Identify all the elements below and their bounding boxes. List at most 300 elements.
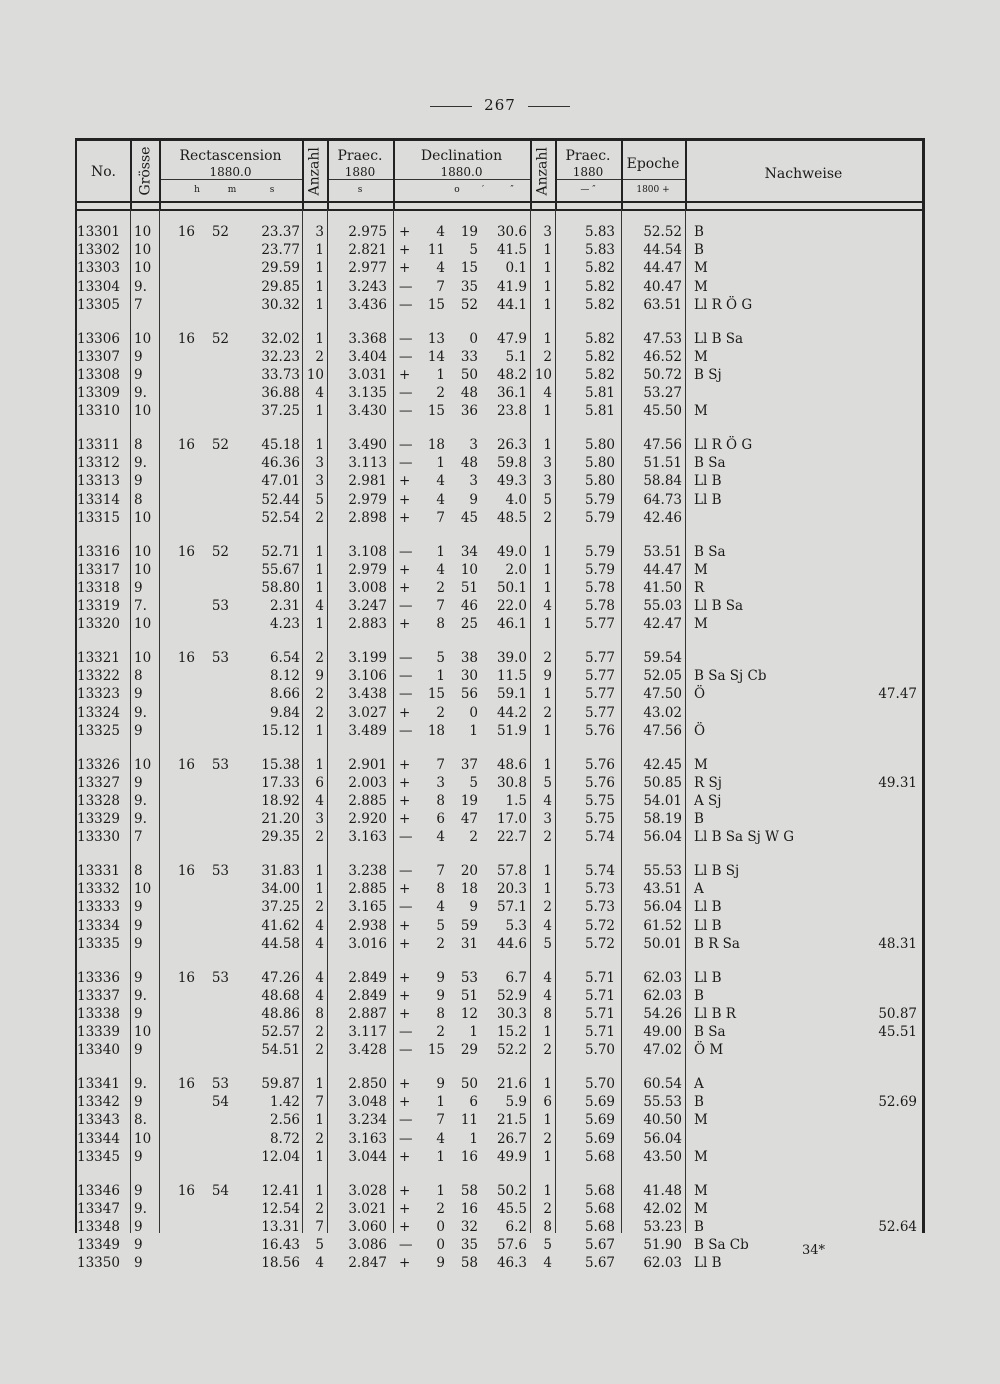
cell-anzahl-ra: 1 <box>315 863 324 879</box>
table-row <box>77 1182 922 1200</box>
cell-star-number: 13349 <box>77 1237 120 1254</box>
cell-ra-seconds: 23.77 <box>261 242 300 259</box>
cell-anzahl-ra: 1 <box>315 1182 324 1199</box>
cell-praec-ra: 2.901 <box>348 756 387 773</box>
cell-dec-minutes: 3 <box>469 473 478 490</box>
cell-dec-sign: — <box>399 330 413 347</box>
cell-dec-sign: + <box>399 792 411 809</box>
cell-dec-degrees: 5 <box>436 917 445 934</box>
cell-nachweise: Ll B Sa <box>694 330 744 347</box>
cell-star-number: 13305 <box>77 296 120 313</box>
cell-dec-sign: + <box>399 756 411 773</box>
cell-dec-seconds: 49.0 <box>496 543 527 560</box>
cell-praec-dec: 5.68 <box>584 1218 615 1235</box>
cell-dec-seconds: 0.1 <box>505 260 527 277</box>
cell-dec-degrees: 11 <box>427 242 445 259</box>
cell-epoche: 53.27 <box>643 385 682 402</box>
cell-star-number: 13327 <box>77 774 120 791</box>
cell-ra-seconds: 54.51 <box>261 1042 300 1059</box>
cell-anzahl-dec: 5 <box>543 935 552 952</box>
cell-praec-dec: 5.83 <box>584 224 615 240</box>
table-row <box>77 1200 922 1218</box>
cell-epoche: 42.02 <box>643 1200 682 1217</box>
cell-nachweise: B <box>694 1094 704 1111</box>
cell-nachweise: B Sj <box>694 366 722 383</box>
cell-ra-seconds: 41.62 <box>261 917 300 934</box>
cell-dec-seconds: 48.5 <box>496 509 527 526</box>
cell-dec-minutes: 56 <box>460 686 478 703</box>
cell-magnitude: 10 <box>134 403 152 420</box>
cell-anzahl-ra: 1 <box>315 1112 324 1129</box>
cell-extra-epoch: 52.69 <box>878 1094 917 1111</box>
cell-praec-ra: 3.247 <box>348 598 387 615</box>
cell-nachweise: B <box>694 811 704 828</box>
cell-dec-seconds: 15.2 <box>496 1024 527 1041</box>
cell-anzahl-dec: 3 <box>543 811 552 828</box>
cell-epoche: 47.02 <box>643 1042 682 1059</box>
cell-epoche: 43.51 <box>643 881 682 898</box>
cell-dec-degrees: 1 <box>436 366 445 383</box>
cell-dec-degrees: 4 <box>436 829 445 846</box>
header-anzahl-1: Anzahl <box>306 147 323 196</box>
cell-anzahl-dec: 1 <box>543 686 552 703</box>
header-praec2-unit: — ″ <box>580 185 596 195</box>
cell-dec-sign: — <box>399 296 413 313</box>
cell-dec-degrees: 8 <box>436 792 445 809</box>
cell-praec-ra: 2.975 <box>348 224 387 240</box>
cell-dec-seconds: 52.2 <box>496 1042 527 1059</box>
cell-dec-degrees: 9 <box>436 969 445 986</box>
cell-dec-degrees: 2 <box>436 935 445 952</box>
cell-magnitude: 7 <box>134 829 143 846</box>
cell-dec-minutes: 10 <box>460 561 478 578</box>
cell-extra-epoch: 52.64 <box>878 1218 917 1235</box>
cell-dec-seconds: 6.7 <box>505 969 527 986</box>
cell-praec-ra: 2.979 <box>348 561 387 578</box>
cell-dec-seconds: 48.6 <box>496 756 527 773</box>
cell-anzahl-dec: 1 <box>543 1148 552 1165</box>
cell-dec-sign: — <box>399 1042 413 1059</box>
cell-nachweise: Ll R Ö G <box>694 437 753 453</box>
cell-magnitude: 10 <box>134 650 152 666</box>
cell-star-number: 13339 <box>77 1024 120 1041</box>
cell-praec-ra: 2.981 <box>348 473 387 490</box>
cell-anzahl-dec: 1 <box>543 1076 552 1092</box>
cell-magnitude: 9 <box>134 1218 143 1235</box>
cell-praec-ra: 3.048 <box>348 1094 387 1111</box>
cell-epoche: 53.23 <box>643 1218 682 1235</box>
cell-anzahl-dec: 6 <box>543 1094 552 1111</box>
cell-dec-seconds: 20.3 <box>496 881 527 898</box>
cell-ra-hours: 16 <box>177 1182 195 1199</box>
cell-magnitude: 9 <box>134 1237 143 1254</box>
cell-ra-minutes: 53 <box>211 863 229 879</box>
cell-magnitude: 9 <box>134 473 143 490</box>
cell-praec-ra: 3.060 <box>348 1218 387 1235</box>
col-divider <box>393 141 395 209</box>
cell-magnitude: 9 <box>134 348 143 365</box>
cell-nachweise: M <box>694 1112 708 1129</box>
cell-nachweise: M <box>694 403 708 420</box>
cell-epoche: 63.51 <box>643 296 682 313</box>
cell-dec-sign: + <box>399 1255 411 1272</box>
cell-anzahl-ra: 7 <box>315 1094 324 1111</box>
cell-star-number: 13315 <box>77 509 120 526</box>
cell-dec-seconds: 57.6 <box>496 1237 527 1254</box>
cell-dec-minutes: 3 <box>469 437 478 453</box>
cell-anzahl-ra: 1 <box>315 543 324 560</box>
cell-dec-minutes: 19 <box>460 792 478 809</box>
cell-epoche: 60.54 <box>643 1076 682 1092</box>
cell-dec-minutes: 47 <box>460 811 478 828</box>
table-row <box>77 1075 922 1093</box>
cell-nachweise: B <box>694 242 704 259</box>
cell-dec-seconds: 52.9 <box>496 987 527 1004</box>
cell-ra-seconds: 46.36 <box>261 455 300 472</box>
cell-dec-minutes: 58 <box>460 1255 478 1272</box>
cell-dec-minutes: 15 <box>460 260 478 277</box>
cell-praec-dec: 5.77 <box>584 704 615 721</box>
cell-anzahl-ra: 1 <box>315 1148 324 1165</box>
cell-epoche: 52.05 <box>643 668 682 685</box>
cell-extra-epoch: 50.87 <box>878 1005 917 1022</box>
cell-epoche: 54.01 <box>643 792 682 809</box>
cell-dec-seconds: 36.1 <box>496 385 527 402</box>
table-row <box>77 667 922 685</box>
cell-nachweise: M <box>694 561 708 578</box>
cell-ra-seconds: 29.85 <box>261 278 300 295</box>
cell-nachweise: M <box>694 1182 708 1199</box>
cell-anzahl-dec: 1 <box>543 278 552 295</box>
cell-dec-minutes: 33 <box>460 348 478 365</box>
cell-ra-seconds: 52.71 <box>261 543 300 560</box>
cell-dec-sign: — <box>399 863 413 879</box>
cell-dec-seconds: 21.5 <box>496 1112 527 1129</box>
cell-epoche: 44.47 <box>643 260 682 277</box>
cell-dec-degrees: 7 <box>436 509 445 526</box>
cell-anzahl-dec: 4 <box>543 969 552 986</box>
cell-ra-seconds: 29.59 <box>261 260 300 277</box>
cell-anzahl-ra: 2 <box>315 704 324 721</box>
cell-anzahl-dec: 4 <box>543 598 552 615</box>
cell-anzahl-ra: 3 <box>315 224 324 240</box>
cell-anzahl-dec: 2 <box>543 899 552 916</box>
cell-dec-minutes: 51 <box>460 579 478 596</box>
cell-star-number: 13329 <box>77 811 120 828</box>
cell-anzahl-ra: 2 <box>315 1200 324 1217</box>
cell-ra-seconds: 6.54 <box>269 650 300 666</box>
cell-dec-degrees: 7 <box>436 863 445 879</box>
cell-anzahl-dec: 5 <box>543 1237 552 1254</box>
table-row <box>77 561 922 579</box>
cell-dec-sign: — <box>399 348 413 365</box>
cell-star-number: 13319 <box>77 598 120 615</box>
cell-dec-minutes: 1 <box>469 1024 478 1041</box>
cell-epoche: 42.46 <box>643 509 682 526</box>
cell-dec-degrees: 15 <box>427 686 445 703</box>
cell-dec-degrees: 2 <box>436 1200 445 1217</box>
cell-dec-sign: + <box>399 509 411 526</box>
cell-dec-sign: + <box>399 1200 411 1217</box>
table-row <box>77 615 922 633</box>
cell-magnitude: 9 <box>134 969 143 986</box>
cell-anzahl-ra: 5 <box>315 491 324 508</box>
cell-magnitude: 9 <box>134 366 143 383</box>
cell-star-number: 13303 <box>77 260 120 277</box>
cell-epoche: 55.53 <box>643 1094 682 1111</box>
col-divider <box>685 141 687 209</box>
table-row <box>77 223 922 241</box>
cell-star-number: 13334 <box>77 917 120 934</box>
cell-magnitude: 10 <box>134 561 152 578</box>
cell-dec-seconds: 6.2 <box>505 1218 527 1235</box>
cell-magnitude: 9 <box>134 1094 143 1111</box>
col-divider <box>555 141 557 209</box>
cell-dec-minutes: 58 <box>460 1182 478 1199</box>
cell-dec-degrees: 7 <box>436 598 445 615</box>
cell-epoche: 43.50 <box>643 1148 682 1165</box>
cell-nachweise: B <box>694 987 704 1004</box>
cell-star-number: 13335 <box>77 935 120 952</box>
cell-ra-minutes: 53 <box>211 969 229 986</box>
cell-dec-seconds: 1.5 <box>505 792 527 809</box>
cell-dec-seconds: 11.5 <box>496 668 527 685</box>
cell-epoche: 62.03 <box>643 1255 682 1272</box>
cell-praec-dec: 5.77 <box>584 650 615 666</box>
star-catalog-table <box>75 138 925 1272</box>
cell-anzahl-dec: 2 <box>543 829 552 846</box>
cell-praec-ra: 2.898 <box>348 509 387 526</box>
cell-nachweise: R <box>694 579 705 596</box>
cell-ra-minutes: 52 <box>211 543 229 560</box>
cell-praec-ra: 2.885 <box>348 881 387 898</box>
cell-dec-seconds: 59.1 <box>496 686 527 703</box>
header-praec1-year: 1880 <box>344 165 376 179</box>
cell-dec-seconds: 49.3 <box>496 473 527 490</box>
cell-extra-epoch: 49.31 <box>878 774 917 791</box>
cell-ra-seconds: 37.25 <box>261 899 300 916</box>
cell-dec-minutes: 12 <box>460 1005 478 1022</box>
cell-praec-ra: 2.887 <box>348 1005 387 1022</box>
cell-praec-ra: 2.850 <box>348 1076 387 1092</box>
cell-dec-minutes: 32 <box>460 1218 478 1235</box>
cell-dec-minutes: 48 <box>460 455 478 472</box>
cell-praec-ra: 2.885 <box>348 792 387 809</box>
cell-dec-minutes: 29 <box>460 1042 478 1059</box>
cell-ra-hours: 16 <box>177 756 195 773</box>
cell-dec-seconds: 23.8 <box>496 403 527 420</box>
cell-nachweise: R Sj <box>694 774 722 791</box>
cell-ra-seconds: 9.84 <box>269 704 300 721</box>
cell-star-number: 13318 <box>77 579 120 596</box>
cell-dec-minutes: 50 <box>460 1076 478 1092</box>
cell-star-number: 13306 <box>77 330 120 347</box>
cell-praec-dec: 5.76 <box>584 774 615 791</box>
cell-star-number: 13307 <box>77 348 120 365</box>
cell-ra-hours: 16 <box>177 1076 195 1092</box>
cell-epoche: 46.52 <box>643 348 682 365</box>
cell-dec-seconds: 50.2 <box>496 1182 527 1199</box>
cell-dec-seconds: 44.2 <box>496 704 527 721</box>
header-praec1-title: Praec. <box>337 148 383 164</box>
cell-praec-dec: 5.79 <box>584 561 615 578</box>
cell-nachweise: Ll B Sj <box>694 863 740 879</box>
cell-epoche: 51.90 <box>643 1237 682 1254</box>
cell-praec-dec: 5.72 <box>584 935 615 952</box>
col-divider <box>530 141 532 209</box>
cell-anzahl-ra: 4 <box>315 987 324 1004</box>
cell-dec-degrees: 7 <box>436 756 445 773</box>
cell-anzahl-ra: 6 <box>315 774 324 791</box>
cell-ra-seconds: 48.68 <box>261 987 300 1004</box>
cell-praec-ra: 2.821 <box>348 242 387 259</box>
table-row <box>77 1023 922 1041</box>
cell-star-number: 13320 <box>77 616 120 633</box>
cell-magnitude: 10 <box>134 616 152 633</box>
cell-ra-seconds: 58.80 <box>261 579 300 596</box>
cell-anzahl-dec: 5 <box>543 774 552 791</box>
cell-star-number: 13321 <box>77 650 120 666</box>
cell-star-number: 13343 <box>77 1112 120 1129</box>
col-divider <box>302 141 304 209</box>
cell-dec-minutes: 0 <box>469 330 478 347</box>
header-dec-underline <box>393 179 530 180</box>
cell-praec-dec: 5.82 <box>584 366 615 383</box>
cell-dec-minutes: 18 <box>460 881 478 898</box>
cell-nachweise: Ö M <box>694 1042 724 1059</box>
cell-dec-sign: — <box>399 829 413 846</box>
cell-dec-seconds: 5.1 <box>505 348 527 365</box>
cell-magnitude: 9. <box>134 1076 147 1092</box>
cell-dec-sign: — <box>399 455 413 472</box>
cell-ra-minutes: 52 <box>211 437 229 453</box>
cell-dec-sign: + <box>399 224 411 240</box>
table-row <box>77 348 922 366</box>
cell-epoche: 61.52 <box>643 917 682 934</box>
cell-praec-ra: 3.031 <box>348 366 387 383</box>
cell-ra-seconds: 52.57 <box>261 1024 300 1041</box>
cell-star-number: 13350 <box>77 1255 120 1272</box>
cell-praec-dec: 5.79 <box>584 509 615 526</box>
cell-ra-seconds: 47.26 <box>261 969 300 986</box>
cell-praec-dec: 5.71 <box>584 987 615 1004</box>
cell-dec-minutes: 5 <box>469 774 478 791</box>
cell-nachweise: Ll B <box>694 473 722 490</box>
cell-praec-ra: 2.979 <box>348 491 387 508</box>
cell-praec-dec: 5.82 <box>584 296 615 313</box>
cell-anzahl-ra: 1 <box>315 881 324 898</box>
cell-praec-dec: 5.80 <box>584 455 615 472</box>
cell-star-number: 13336 <box>77 969 120 986</box>
table-row <box>77 278 922 296</box>
cell-praec-dec: 5.73 <box>584 881 615 898</box>
cell-praec-dec: 5.77 <box>584 686 615 703</box>
cell-dec-minutes: 36 <box>460 403 478 420</box>
cell-ra-seconds: 36.88 <box>261 385 300 402</box>
cell-dec-degrees: 13 <box>427 330 445 347</box>
header-epoche: Epoche <box>626 156 680 172</box>
cell-dec-minutes: 11 <box>460 1112 478 1129</box>
cell-dec-sign: + <box>399 579 411 596</box>
cell-magnitude: 8 <box>134 437 143 453</box>
cell-dec-sign: — <box>399 1112 413 1129</box>
cell-dec-seconds: 41.9 <box>496 278 527 295</box>
cell-dec-seconds: 57.8 <box>496 863 527 879</box>
cell-magnitude: 9. <box>134 278 147 295</box>
cell-anzahl-dec: 4 <box>543 792 552 809</box>
cell-dec-sign: + <box>399 987 411 1004</box>
cell-ra-seconds: 2.56 <box>269 1112 300 1129</box>
cell-praec-ra: 3.044 <box>348 1148 387 1165</box>
cell-epoche: 47.56 <box>643 722 682 739</box>
cell-anzahl-dec: 1 <box>543 242 552 259</box>
cell-praec-ra: 3.021 <box>348 1200 387 1217</box>
cell-anzahl-dec: 3 <box>543 473 552 490</box>
cell-nachweise: Ll B <box>694 899 722 916</box>
cell-epoche: 40.50 <box>643 1112 682 1129</box>
cell-anzahl-dec: 1 <box>543 579 552 596</box>
cell-epoche: 59.54 <box>643 650 682 666</box>
cell-anzahl-ra: 1 <box>315 1076 324 1092</box>
cell-praec-dec: 5.74 <box>584 863 615 879</box>
cell-anzahl-dec: 1 <box>543 1112 552 1129</box>
cell-epoche: 52.52 <box>643 224 682 240</box>
cell-dec-seconds: 22.7 <box>496 829 527 846</box>
cell-dec-minutes: 0 <box>469 704 478 721</box>
cell-anzahl-ra: 1 <box>315 403 324 420</box>
cell-praec-ra: 3.368 <box>348 330 387 347</box>
cell-dec-minutes: 53 <box>460 969 478 986</box>
cell-dec-minutes: 20 <box>460 863 478 879</box>
cell-anzahl-ra: 2 <box>315 650 324 666</box>
cell-ra-hours: 16 <box>177 543 195 560</box>
cell-anzahl-dec: 8 <box>543 1005 552 1022</box>
cell-magnitude: 9 <box>134 579 143 596</box>
cell-praec-ra: 3.086 <box>348 1237 387 1254</box>
table-row <box>77 685 922 703</box>
cell-dec-minutes: 37 <box>460 756 478 773</box>
cell-star-number: 13341 <box>77 1076 120 1092</box>
cell-praec-dec: 5.74 <box>584 829 615 846</box>
cell-anzahl-ra: 3 <box>315 811 324 828</box>
cell-dec-degrees: 15 <box>427 296 445 313</box>
cell-dec-degrees: 15 <box>427 403 445 420</box>
cell-dec-sign: — <box>399 403 413 420</box>
cell-star-number: 13346 <box>77 1182 120 1199</box>
cell-star-number: 13314 <box>77 491 120 508</box>
cell-star-number: 13348 <box>77 1218 120 1235</box>
cell-praec-ra: 3.436 <box>348 296 387 313</box>
cell-dec-seconds: 30.8 <box>496 774 527 791</box>
table-row <box>77 969 922 987</box>
cell-ra-seconds: 30.32 <box>261 296 300 313</box>
header-dec-deg: o <box>454 185 460 195</box>
table-row <box>77 898 922 916</box>
table-row <box>77 472 922 490</box>
cell-praec-dec: 5.68 <box>584 1148 615 1165</box>
cell-praec-ra: 2.938 <box>348 917 387 934</box>
page-number-dash-right <box>528 106 570 107</box>
cell-dec-minutes: 9 <box>469 899 478 916</box>
cell-dec-minutes: 50 <box>460 366 478 383</box>
cell-praec-ra: 3.108 <box>348 543 387 560</box>
cell-epoche: 55.03 <box>643 598 682 615</box>
table-row <box>77 880 922 898</box>
cell-magnitude: 9. <box>134 987 147 1004</box>
table-row <box>77 1130 922 1148</box>
cell-praec-dec: 5.82 <box>584 260 615 277</box>
cell-ra-seconds: 33.73 <box>261 366 300 383</box>
